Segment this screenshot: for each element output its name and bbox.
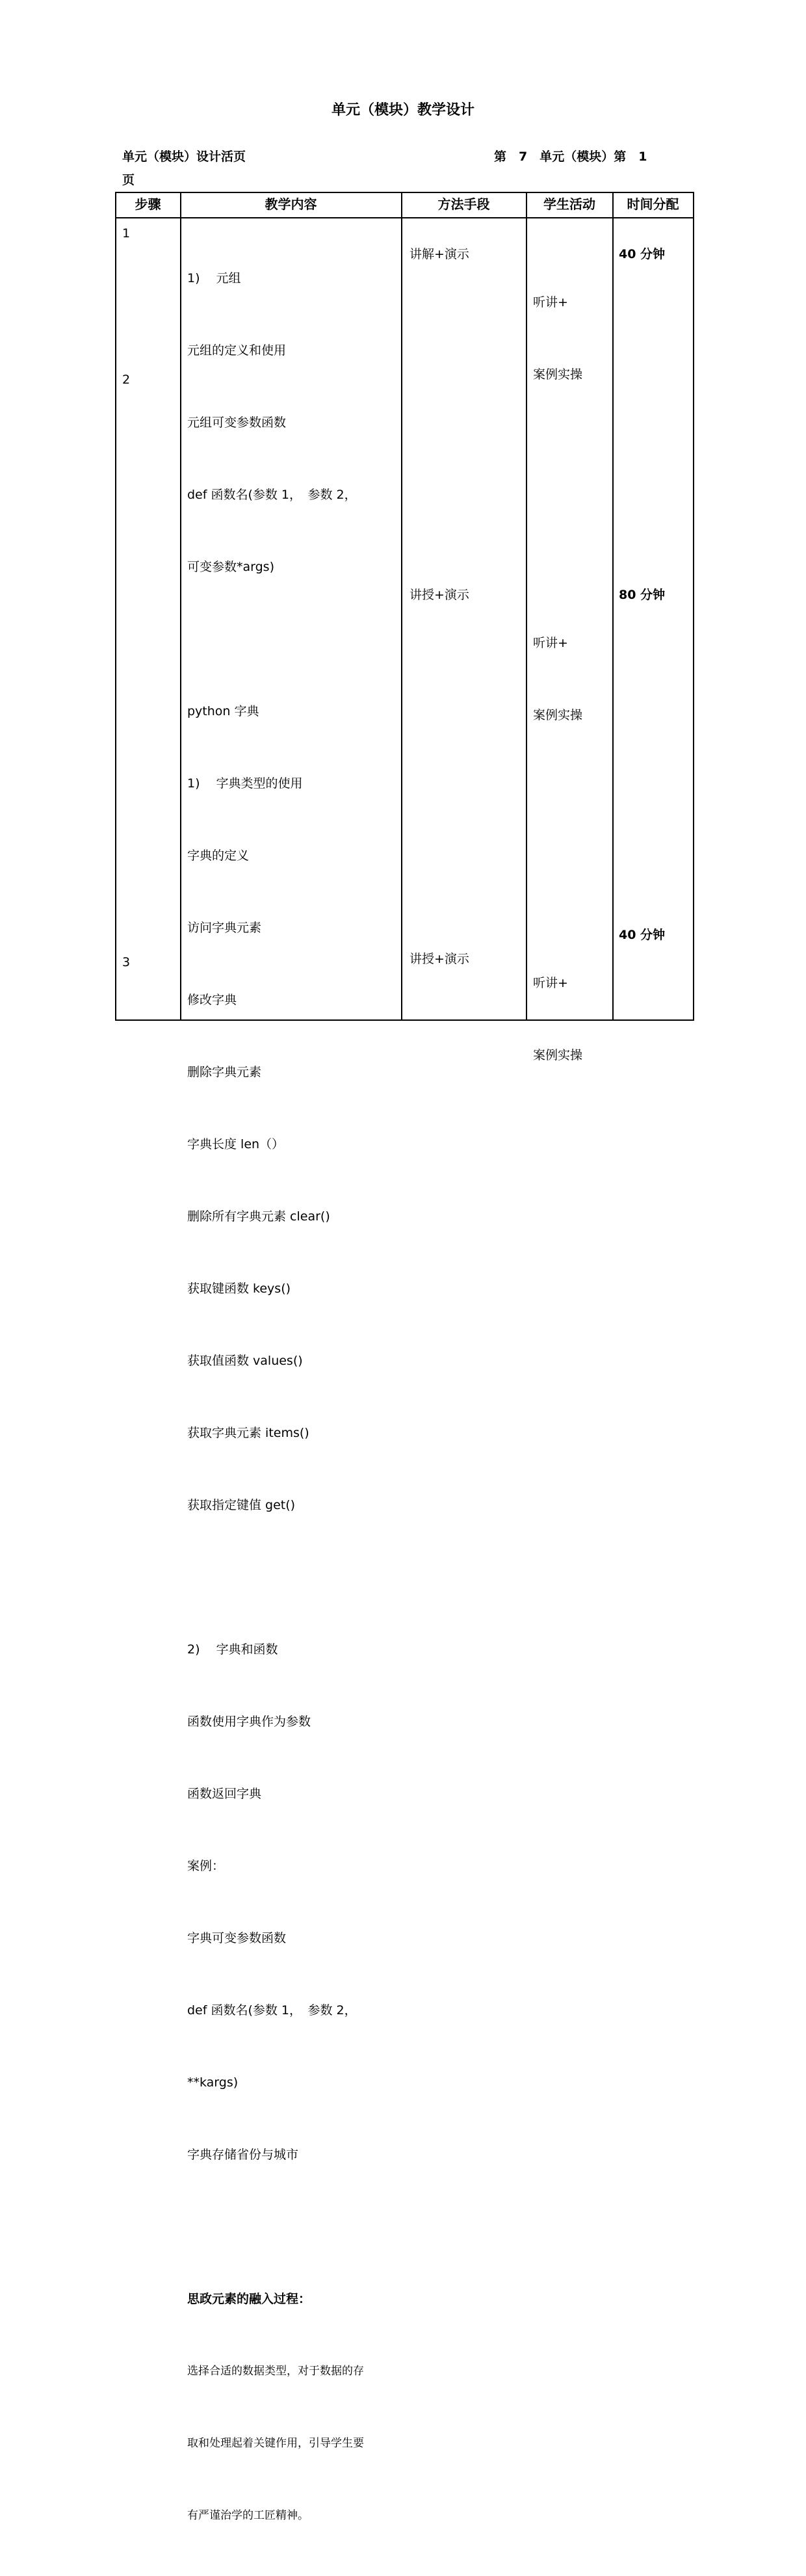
method-cell: 讲授+演示 xyxy=(410,588,469,602)
content-line: 字典可变参数函数 xyxy=(187,1931,287,1945)
method-cell: 讲解+演示 xyxy=(410,247,469,261)
step-number: 3 xyxy=(122,955,131,969)
content-line: 可变参数*args) xyxy=(187,560,274,574)
time-cell: 40 分钟 xyxy=(619,247,666,261)
header-left: 单元（模块）设计活页 xyxy=(122,150,246,164)
activity-line: 案例实操 xyxy=(533,367,583,382)
content-line: 获取键函数 keys() xyxy=(187,1281,291,1296)
activity-line: 听讲+ xyxy=(533,636,568,650)
content-line: 删除字典元素 xyxy=(187,1065,262,1079)
table-col-line xyxy=(401,192,402,1020)
method-cell: 讲授+演示 xyxy=(410,952,469,966)
content-line: 获取字典元素 items() xyxy=(187,1426,309,1440)
content-line: python 字典 xyxy=(187,704,259,718)
table-col-line xyxy=(180,192,181,1020)
content-line xyxy=(187,1566,364,1590)
content-line: 元组可变参数函数 xyxy=(187,415,287,430)
content-line: 1) 元组 xyxy=(187,271,241,285)
activity-line: 听讲+ xyxy=(533,976,568,990)
activity-line: 案例实操 xyxy=(533,708,583,722)
content-list xyxy=(187,218,364,2576)
content-line: 修改字典 xyxy=(187,993,237,1007)
content-line: **kargs) xyxy=(187,2075,239,2090)
column-header-content: 教学内容 xyxy=(265,196,317,212)
ideology-line: 选择合适的数据类型，对于数据的存 xyxy=(187,2365,364,2378)
content-line: 删除所有字典元素 clear() xyxy=(187,1209,330,1224)
content-line: def 函数名(参数 1， 参数 2， xyxy=(187,2003,357,2017)
table-col-line xyxy=(612,192,614,1020)
content-line: 1) 字典类型的使用 xyxy=(187,776,303,791)
activity-line: 案例实操 xyxy=(533,1048,583,1062)
content-line xyxy=(187,2215,364,2239)
content-line: 访问字典元素 xyxy=(187,921,262,935)
time-cell: 40 分钟 xyxy=(619,928,666,942)
column-header-step: 步骤 xyxy=(135,196,161,212)
table-col-line xyxy=(115,192,116,1020)
activity-cell xyxy=(533,243,582,435)
content-line: 获取值函数 values() xyxy=(187,1354,303,1368)
activity-cell xyxy=(533,923,582,1116)
column-header-method: 方法手段 xyxy=(437,196,490,212)
content-line: 函数使用字典作为参数 xyxy=(187,1715,311,1729)
ideology-line: 有严谨治学的工匠精神。 xyxy=(187,2509,309,2522)
column-header-time: 时间分配 xyxy=(627,196,679,212)
table-col-line xyxy=(526,192,527,1020)
document-title: 单元（模块）教学设计 xyxy=(331,102,474,118)
activity-cell xyxy=(533,583,582,776)
content-line: 函数返回字典 xyxy=(187,1787,262,1801)
content-line: def 函数名(参数 1， 参数 2， xyxy=(187,488,357,502)
table-col-line xyxy=(693,192,694,1020)
column-header-activity: 学生活动 xyxy=(543,196,595,212)
content-line: 字典长度 len（） xyxy=(187,1137,285,1151)
content-line: 2) 字典和函数 xyxy=(187,1642,278,1657)
header-right: 第 7 单元（模块）第 1 xyxy=(494,150,647,164)
content-line: 案例： xyxy=(187,1859,225,1873)
content-line xyxy=(187,627,364,651)
ideology-line: 取和处理起着关键作用，引导学生要 xyxy=(187,2437,364,2450)
ideology-heading: 思政元素的融入过程： xyxy=(187,2292,311,2306)
step-number: 1 xyxy=(122,226,131,241)
header-wrap: 页 xyxy=(122,173,135,187)
activity-line: 听讲+ xyxy=(533,295,568,309)
time-cell: 80 分钟 xyxy=(619,588,666,602)
step-number: 2 xyxy=(122,373,131,387)
content-line: 字典存储省份与城市 xyxy=(187,2148,299,2162)
content-line: 字典的定义 xyxy=(187,848,250,863)
content-line: 获取指定键值 get() xyxy=(187,1498,296,1512)
content-line: 元组的定义和使用 xyxy=(187,343,287,358)
